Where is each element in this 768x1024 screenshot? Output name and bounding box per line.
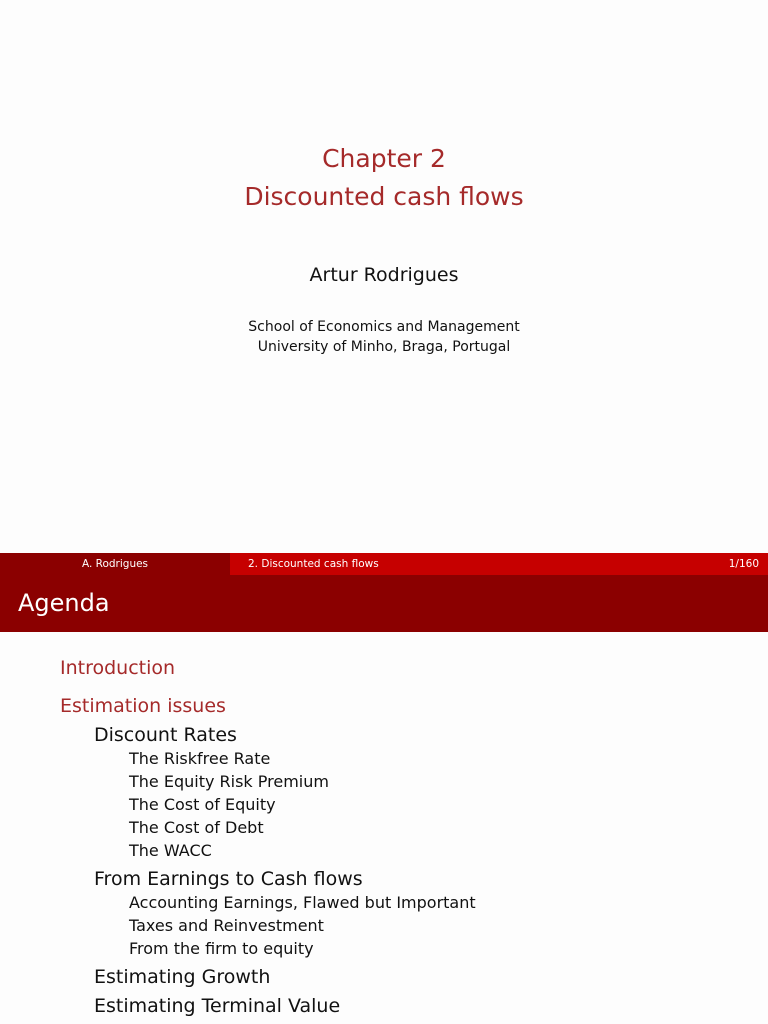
toc-section-introduction[interactable]: Introduction [60,657,176,679]
toc-subsubsection-cost-of-equity[interactable]: The Cost of Equity [129,795,276,814]
toc-subsection-earnings-to-cash-flows[interactable]: From Earnings to Cash flows [94,868,363,890]
toc-subsubsection-taxes-reinvestment[interactable]: Taxes and Reinvestment [129,916,324,935]
toc-subsection-discount-rates[interactable]: Discount Rates [94,724,237,746]
slide-footer [0,553,768,575]
chapter-label: Chapter 2 [322,144,446,173]
toc-subsubsection-wacc[interactable]: The WACC [129,841,212,860]
toc-subsubsection-cost-of-debt[interactable]: The Cost of Debt [129,818,264,837]
frame-title: Agenda [18,589,110,617]
toc-subsubsection-accounting-earnings[interactable]: Accounting Earnings, Flawed but Important [129,893,476,912]
agenda-slide [0,575,768,1024]
footer-page-number: 1/160 [728,558,759,570]
institution-school: School of Economics and Management [248,319,520,335]
footer-author: A. Rodrigues [0,553,230,575]
toc-section-estimation-issues[interactable]: Estimation issues [60,695,226,717]
frame-title-bar [0,575,768,632]
toc-subsubsection-equity-risk-premium[interactable]: The Equity Risk Premium [129,772,329,791]
toc-subsubsection-firm-to-equity[interactable]: From the firm to equity [129,939,314,958]
toc-subsection-estimating-terminal-value[interactable]: Estimating Terminal Value [94,995,341,1017]
institution-university: University of Minho, Braga, Portugal [257,339,511,355]
footer-short-title: 2. Discounted cash flows [230,553,768,575]
toc-subsubsection-riskfree-rate[interactable]: The Riskfree Rate [129,749,271,768]
toc-subsection-estimating-growth[interactable]: Estimating Growth [94,966,271,988]
presentation-title: Discounted cash flows [244,182,524,211]
author-name: Artur Rodrigues [309,264,459,286]
